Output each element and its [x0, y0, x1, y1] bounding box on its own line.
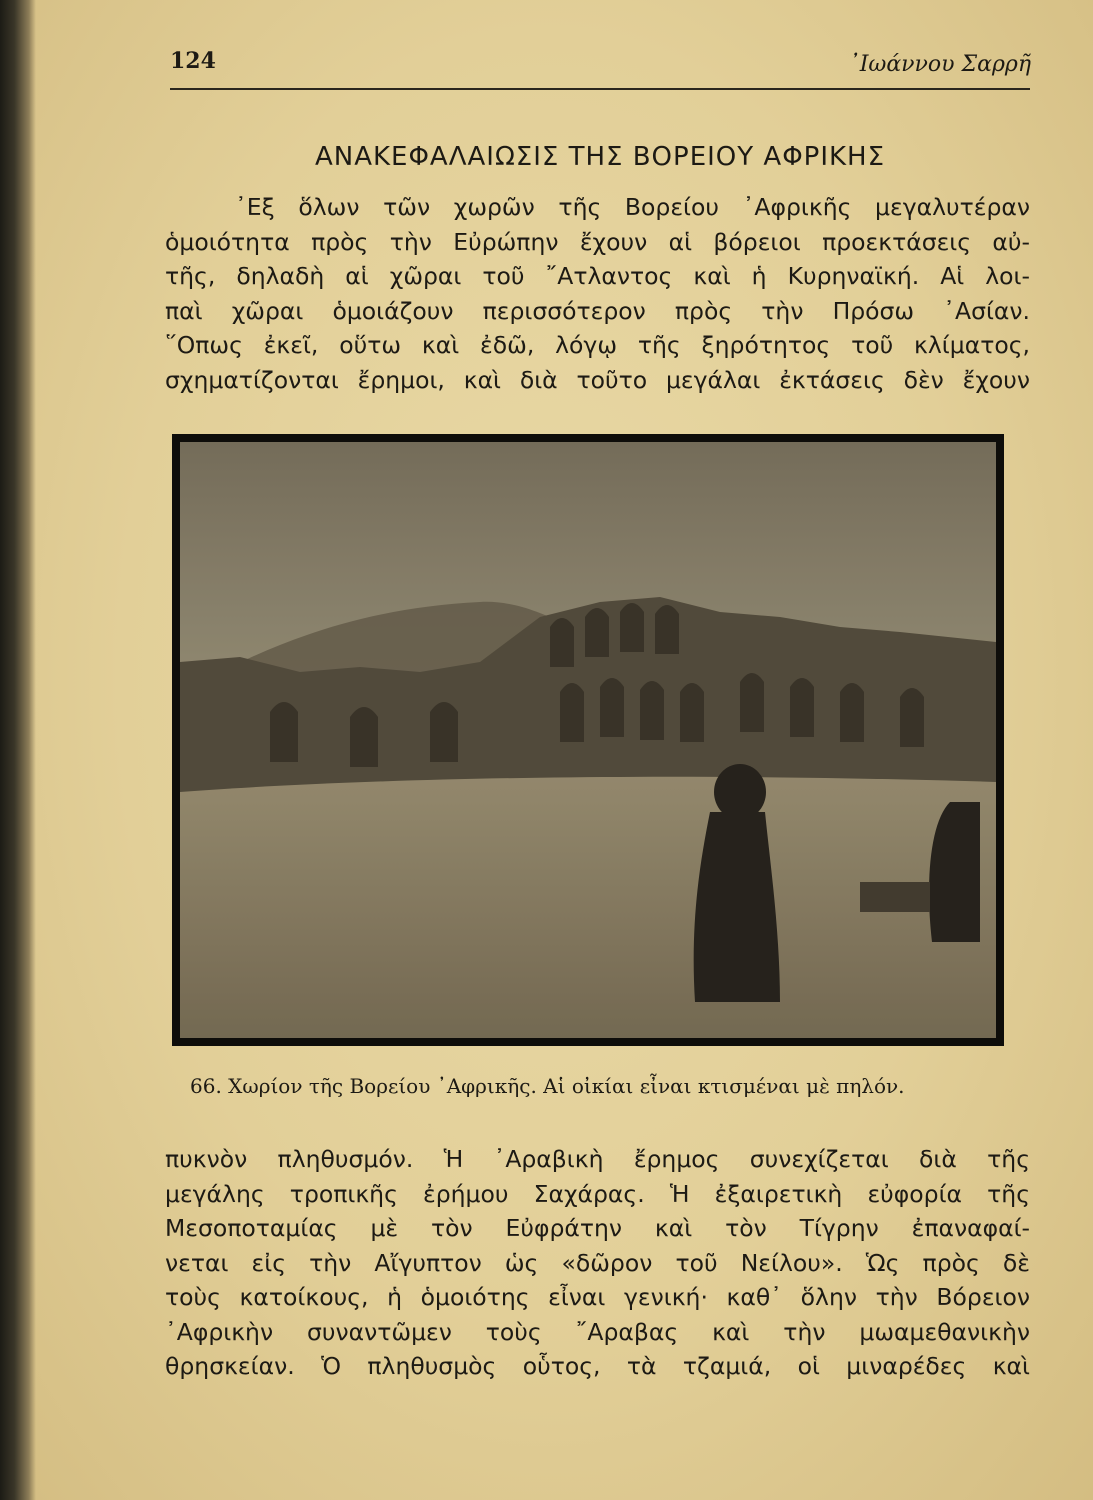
text-line: μεγάλης τροπικῆς ἐρήμου Σαχάρας. Ἡ ἐξαιρετικὴ εὐφορία τῆς	[165, 1179, 1030, 1208]
header-rule	[170, 88, 1030, 90]
page-number: 124	[170, 48, 216, 74]
text-line: ῞Οπως ἐκεῖ, οὕτω καὶ ἐδῶ, λόγῳ τῆς ξηρότητος τοῦ κλίματος,	[165, 331, 1030, 359]
figure-caption: 66. Χωρίον τῆς Βορείου ᾽Αφρικῆς. Αἱ οἰκίαι εἶναι κτισμέναι μὲ πηλόν.	[190, 1074, 905, 1098]
section-title: ΑΝΑΚΕΦΑΛΑΙΩΣΙΣ ΤΗΣ ΒΟΡΕΙΟΥ ΑΦΡΙΚΗΣ	[314, 142, 886, 172]
text-line: ὁμοιότητα πρὸς τὴν Εὐρώπην ἔχουν αἱ βόρειοι προεκτάσεις αὐ-	[165, 227, 1030, 256]
village-photo	[180, 442, 996, 1038]
book-spine-shadow	[0, 0, 36, 1500]
figure-photograph	[172, 434, 1004, 1046]
text-line: πυκνὸν πληθυσμόν. Ἡ ᾽Αραβικὴ ἔρημος συνεχίζεται διὰ τῆς	[165, 1145, 1030, 1173]
text-line: σχηματίζονται ἔρημοι, καὶ διὰ τοῦτο μεγάλαι ἐκτάσεις δὲν ἔχουν	[165, 365, 1030, 394]
text-line: τοὺς κατοίκους, ἡ ὁμοιότης εἶναι γενική· καθ᾽ ὅλην τὴν Βόρειον	[165, 1283, 1030, 1311]
text-line: ᾽Εξ ὅλων τῶν χωρῶν τῆς Βορείου ᾽Αφρικῆς μεγαλυτέραν	[235, 193, 1030, 221]
text-line: παὶ χῶραι ὁμοιάζουν περισσότερον πρὸς τὴν Πρόσω ᾽Ασίαν.	[165, 296, 1030, 325]
text-line: νεται εἰς τὴν Αἴγυπτον ὡς «δῶρον τοῦ Νείλου». Ὡς πρὸς δὲ	[165, 1248, 1030, 1277]
text-line: Μεσοποταμίας μὲ τὸν Εὐφράτην καὶ τὸν Τίγρην ἐπαναφαί-	[165, 1214, 1030, 1242]
text-line: ᾽Αφρικὴν συναντῶμεν τοὺς ῎Αραβας καὶ τὴν μωαμεθανικὴν	[165, 1317, 1030, 1346]
text-line: τῆς, δηλαδὴ αἱ χῶραι τοῦ ῎Ατλαντος καὶ ἡ Κυρηναϊκή. Αἱ λοι-	[165, 262, 1030, 290]
paragraph-2	[165, 1142, 1030, 1384]
running-head: ᾽Ιωάννου Σαρρῆ	[848, 52, 1031, 77]
paragraph-1	[165, 190, 1030, 397]
text-line: θρησκείαν. Ὁ πληθυσμὸς οὗτος, τὰ τζαμιά, οἱ μιναρέδες καὶ	[165, 1352, 1030, 1380]
